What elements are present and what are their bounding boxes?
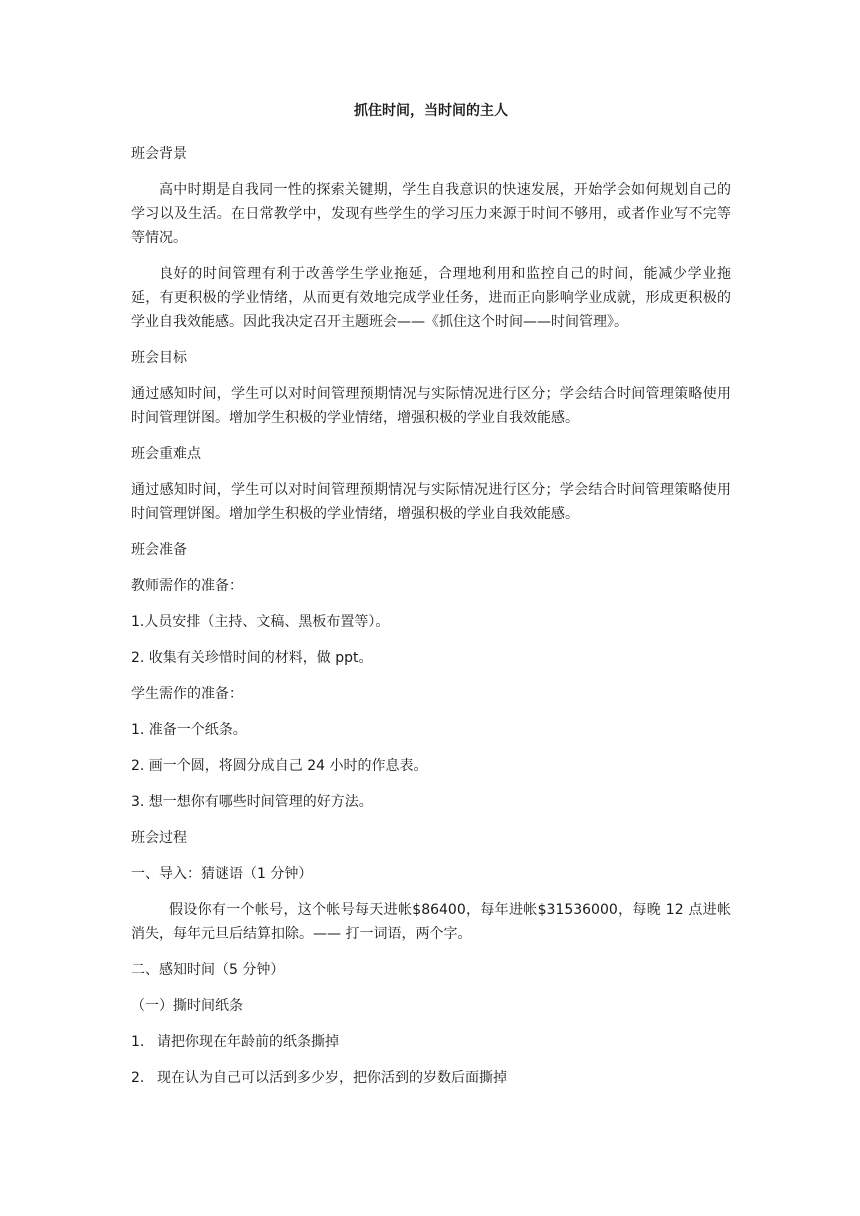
section-heading-process: 班会过程 — [131, 830, 187, 846]
teacher-prep-item-1: 1.人员安排（主持、文稿、黑板布置等）。 — [131, 614, 390, 630]
goal-paragraph: 通过感知时间，学生可以对时间管理预期情况与实际情况进行区分；学会结合时间管理策略使用时间管理饼图。增加学生积极的学业情绪，增强积极的学业自我效能感。 — [131, 386, 731, 426]
document-body — [131, 100, 731, 1102]
student-prep-item-2: 2. 画一个圆，将圆分成自己 24 小时的作息表。 — [131, 758, 428, 774]
list-item-number: 1. — [131, 1034, 145, 1050]
list-item — [131, 1066, 731, 1090]
step2-heading: 二、感知时间（5 分钟） — [131, 962, 285, 978]
section-heading-key-points: 班会重难点 — [131, 446, 201, 462]
list-item-text: 现在认为自己可以活到多少岁，把你活到的岁数后面撕掉 — [157, 1070, 507, 1086]
student-prep-item-3: 3. 想一想你有哪些时间管理的好方法。 — [131, 794, 373, 810]
step1-riddle-paragraph: 假设你有一个帐号，这个帐号每天进帐$86400，每年进帐$31536000，每晚 12 点进帐消失，每年元旦后结算扣除。—— 打一词语，两个字。 — [131, 902, 731, 942]
list-item-number: 2. — [131, 1070, 145, 1086]
list-item — [131, 1030, 731, 1054]
background-paragraph-2: 良好的时间管理有利于改善学生学业拖延，合理地利用和监控自己的时间，能减少学业拖延，有更积极的学业情绪，从而更有效地完成学业任务，进而正向影响学业成就，形成更积极的学业自我效能感。因此我决定召开主题班会——《抓住这个时间——时间管理》。 — [131, 266, 731, 330]
key-points-paragraph: 通过感知时间，学生可以对时间管理预期情况与实际情况进行区分；学会结合时间管理策略使用时间管理饼图。增加学生积极的学业情绪，增强积极的学业自我效能感。 — [131, 482, 731, 522]
student-prep-heading: 学生需作的准备： — [131, 686, 243, 702]
section-heading-background: 班会背景 — [131, 146, 187, 162]
step2-subheading: （一）撕时间纸条 — [131, 998, 243, 1014]
teacher-prep-item-2: 2. 收集有关珍惜时间的材料，做 ppt。 — [131, 650, 373, 666]
section-heading-goal: 班会目标 — [131, 350, 187, 366]
section-heading-preparation: 班会准备 — [131, 542, 187, 558]
list-item-text: 请把你现在年龄前的纸条撕掉 — [157, 1034, 339, 1050]
step1-heading: 一、导入：猜谜语（1 分钟） — [131, 866, 313, 882]
student-prep-item-1: 1. 准备一个纸条。 — [131, 722, 247, 738]
document-title: 抓住时间，当时间的主人 — [354, 103, 508, 119]
background-paragraph-1: 高中时期是自我同一性的探索关键期，学生自我意识的快速发展，开始学会如何规划自己的学习以及生活。在日常教学中，发现有些学生的学习压力来源于时间不够用，或者作业写不完等等情况。 — [131, 182, 731, 246]
teacher-prep-heading: 教师需作的准备： — [131, 578, 243, 594]
